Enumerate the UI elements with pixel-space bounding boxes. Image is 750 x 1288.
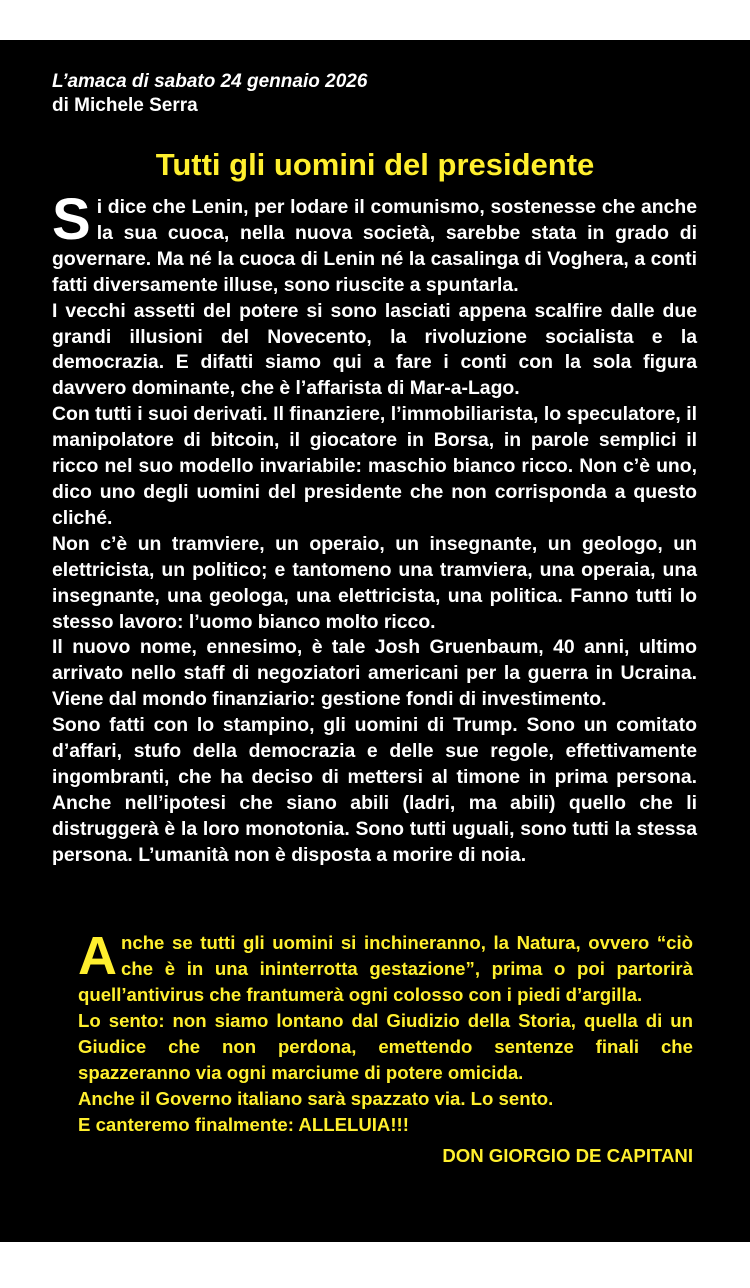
- comment-paragraph-1: Anche se tutti gli uomini si inchineranno, la Natura, ovvero “ciò che è in una ininterrotta gestazione”, prima o poi partorirà quell’antivirus che frantumerà ogni colosso con i piedi d’argilla.: [78, 926, 693, 1005]
- article-header: [52, 70, 367, 118]
- comment-drop-cap: A: [78, 926, 117, 986]
- column-date: L’amaca di sabato 24 gennaio 2026: [52, 71, 368, 92]
- paragraph-1: Si dice che Lenin, per lodare il comunismo, sostenesse che anche la sua cuoca, nella nuova società, sarebbe stata in grado di governare. Ma né la cuoca di Lenin né la casalinga di Voghera, a conti fatti diversamente illuse, sono riuscite a spuntarla.: [52, 187, 697, 296]
- signature: DON GIORGIO DE CAPITANI: [442, 1145, 693, 1166]
- article-title: Tutti gli uomini del presidente: [155, 147, 595, 182]
- paragraph-5: Il nuovo nome, ennesimo, è tale Josh Gruenbaum, 40 anni, ultimo arrivato nello staff di negoziatori americani per la guerra in Ucraina. Viene dal mondo finanziario: gestione fondi di investimento.: [52, 636, 697, 711]
- comment-paragraph-3: Anche il Governo italiano sarà spazzato via. Lo sento.: [78, 1088, 554, 1109]
- paragraph-2: I vecchi assetti del potere si sono lasciati appena scalfire dalle due grandi illusioni del Novecento, la rivoluzione socialista e la democrazia. E difatti siamo qui a fare i conti con la sola figura davvero dominante, che è l’affarista di Mar-a-Lago.: [52, 299, 697, 400]
- article-panel: [0, 40, 750, 1242]
- article-body: [52, 187, 697, 869]
- author-byline: di Michele Serra: [52, 95, 198, 116]
- comment-paragraph-4: E canteremo finalmente: ALLELUIA!!!: [78, 1114, 409, 1135]
- paragraph-6: Sono fatti con lo stampino, gli uomini di Trump. Sono un comitato d’affari, stufo della democrazia e delle sue regole, effettivamente ingombranti, che ha deciso di mettersi al timone in prima persona. Anche nell’ipotesi che siano abili (ladri, ma abili) quello che li distruggerà è la loro monotonia. Sono tutti uguali, sono tutti la stessa persona. L’umanità non è disposta a morire di noia.: [52, 714, 697, 866]
- drop-cap: S: [52, 187, 91, 252]
- paragraph-4: Non c’è un tramviere, un operaio, un insegnante, un geologo, un elettricista, un politico; e tantomeno una tramviera, una operaia, una insegnante, una geologa, una elettricista, una politica. Fanno tutti lo stesso lavoro: l’uomo bianco molto ricco.: [52, 532, 697, 633]
- comment-block: [78, 926, 693, 1138]
- comment-paragraph-2: Lo sento: non siamo lontano dal Giudizio della Storia, quella di un Giudice che non perdona, emettendo sentenze finali che spazzeranno via ogni marciume di potere omicida.: [78, 1010, 693, 1083]
- paragraph-3: Con tutti i suoi derivati. Il finanziere, l’immobiliarista, lo speculatore, il manipolatore di bitcoin, il giocatore in Borsa, in parole semplici il ricco nel suo modello invariabile: maschio bianco ricco. Non c’è uno, dico uno degli uomini del presidente che non corrisponda a questo cliché.: [52, 403, 697, 529]
